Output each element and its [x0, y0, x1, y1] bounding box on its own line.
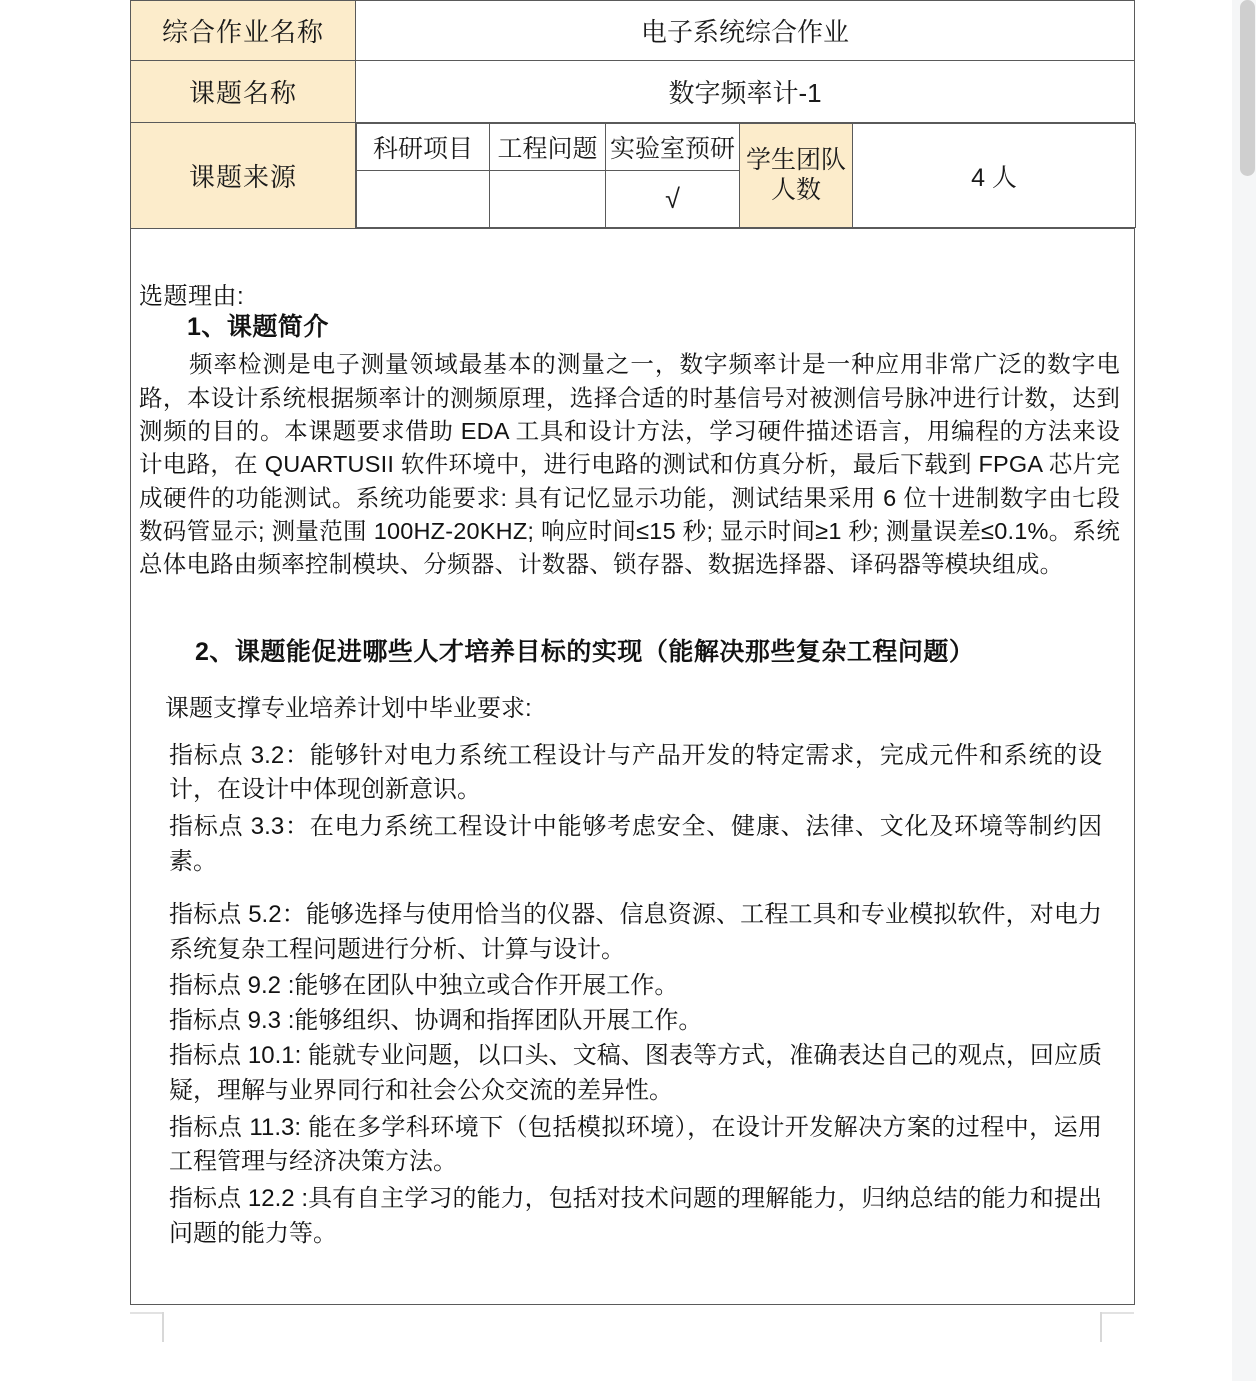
team-size-label: [740, 124, 853, 228]
table-row: [131, 61, 1135, 123]
source-option-label-engineering-problem: 工程问题: [490, 124, 606, 171]
margin-mark-horizontal: [130, 1312, 164, 1314]
source-option-header-row: [357, 124, 1136, 171]
section-1-paragraph: 频率检测是电子测量领域最基本的测量之一，数字频率计是一种应用非常广泛的数字电路，本设计系统根据频率计的测频原理，选择合适的时基信号对被测信号脉冲进行计数，达到测频的目的。本课题要求借助 EDA 工具和设计方法，学习硬件描述语言，用编程的方法来设计电路，在 QUARTUSII 软件环境中，进行电路的测试和仿真分析，最后下载到 FPGA 芯片完成硬件的功能测试。系统功能要求: 具有记忆显示功能，测试结果采用 6 位十进制数字由七段数码管显示; 测量范围 100HZ-20KHZ; 响应时间≤15 秒; 显示时间≥1 秒; 测量误差≤0.1%。系统总体电路由频率控制模块、分频器、计数器、锁存器、数据选择器、译码器等模块组成。: [139, 351, 1121, 578]
list-item: 指标点 3.2：能够针对电力系统工程设计与产品开发的特定需求，完成元件和系统的设计，在设计中体现创新意识。: [169, 741, 1103, 804]
table-row-topic-source: [131, 123, 1135, 229]
list-item: 指标点 11.3: 能在多学科环境下（包括模拟环境），在设计开发解决方案的过程中，运用工程管理与经济决策方法。: [169, 1113, 1103, 1176]
topic-name-value: 数字频率计-1: [356, 61, 1135, 123]
list-item: 指标点 9.3 :能够组织、协调和指挥团队开展工作。: [169, 1007, 703, 1035]
vertical-scrollbar[interactable]: [1232, 0, 1256, 1381]
topic-source-options-cell: [356, 123, 1135, 229]
topic-source-table: [356, 123, 1136, 228]
assignment-header-table: [130, 0, 1135, 1305]
list-item: 指标点 12.2 :具有自主学习的能力，包括对技术问题的理解能力，归纳总结的能力和提出问题的能力等。: [169, 1185, 1103, 1248]
margin-corner-bottom-right: [1100, 1312, 1134, 1342]
checkbox-research-project[interactable]: [357, 171, 490, 228]
list-item: 指标点 9.2 :能够在团队中独立或合作开展工作。: [169, 972, 679, 1000]
checkbox-lab-prestudy[interactable]: √: [606, 171, 740, 228]
checkbox-engineering-problem[interactable]: [490, 171, 606, 228]
graduation-requirement-intro: 课题支撑专业培养计划中毕业要求:: [165, 694, 532, 722]
table-row-body: [131, 229, 1135, 1305]
section-1-heading: 1、课题简介: [187, 313, 329, 342]
list-item: 指标点 5.2：能够选择与使用恰当的仪器、信息资源、工程工具和专业模拟软件，对电力系统复杂工程问题进行分析、计算与设计。: [169, 900, 1103, 963]
spacer: [169, 882, 1120, 898]
list-item: 指标点 10.1: 能就专业问题，以口头、文稿、图表等方式，准确表达自己的观点，回应质疑，理解与业界同行和社会公众交流的差异性。: [169, 1042, 1103, 1104]
scrollbar-thumb[interactable]: [1240, 0, 1255, 176]
section-2-heading: 2、课题能促进哪些人才培养目标的实现（能解决那些复杂工程问题）: [195, 637, 975, 666]
source-option-label-lab-prestudy: 实验室预研: [606, 124, 740, 171]
spacer: [139, 675, 1120, 697]
indicator-list: [139, 739, 1120, 1252]
margin-mark-vertical: [162, 1312, 164, 1342]
table-row: [131, 1, 1135, 61]
body-content-cell: [131, 229, 1135, 1305]
team-size-value: 4 人: [853, 124, 1136, 228]
spacer: [139, 582, 1120, 640]
margin-mark-horizontal: [1100, 1312, 1134, 1314]
margin-corner-bottom-left: [130, 1312, 164, 1342]
margin-mark-vertical: [1100, 1312, 1102, 1342]
selection-reason-label: 选题理由:: [139, 283, 245, 311]
topic-source-label: 课题来源: [131, 123, 356, 229]
assignment-name-value: 电子系统综合作业: [356, 1, 1135, 61]
team-size-label-line1: 学生团队: [745, 146, 846, 174]
topic-name-label: 课题名称: [131, 61, 356, 123]
assignment-name-label: 综合作业名称: [131, 1, 356, 61]
team-size-label-line2: 人数: [770, 175, 821, 204]
body-content: [131, 279, 1134, 1252]
source-option-label-research-project: 科研项目: [357, 124, 490, 171]
list-item: 指标点 3.3：在电力系统工程设计中能够考虑安全、健康、法律、文化及环境等制约因素。: [169, 813, 1103, 876]
